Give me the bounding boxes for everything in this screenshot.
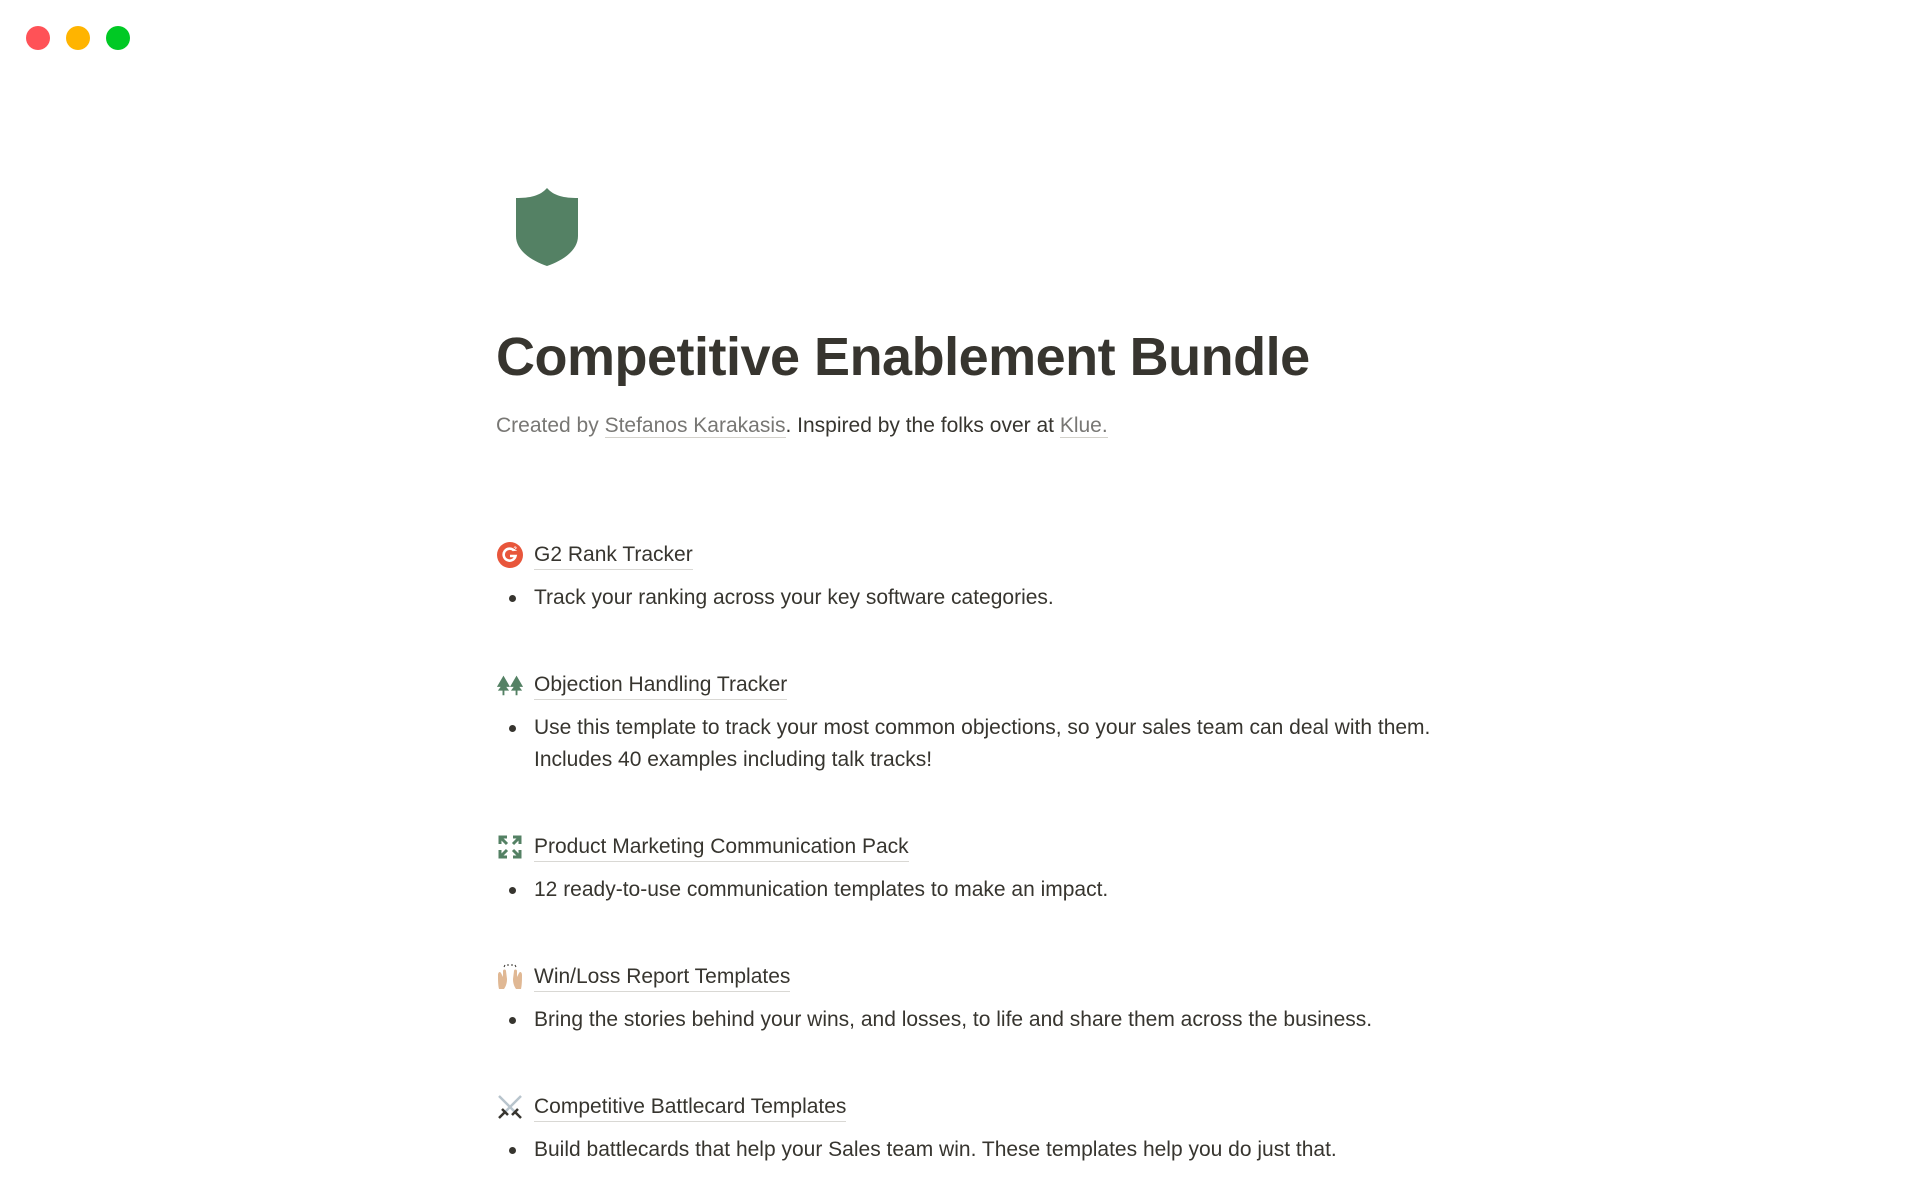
link-objection-handling-tracker[interactable]: Objection Handling Tracker [534, 671, 787, 700]
link-competitive-battlecard-templates[interactable]: Competitive Battlecard Templates [534, 1093, 846, 1122]
crossed-swords-icon [496, 1093, 524, 1121]
bullet-text: Bring the stories behind your wins, and losses, to life and share them across the business. [534, 1008, 1373, 1031]
section-g2-rank-tracker [496, 538, 1436, 614]
subtitle-prefix: Created by [496, 414, 605, 437]
svg-text:2: 2 [513, 547, 517, 553]
page-subtitle [496, 414, 1108, 438]
maximize-window-button[interactable] [106, 26, 130, 50]
window-controls [26, 26, 130, 50]
link-product-marketing-communication-pack[interactable]: Product Marketing Communication Pack [534, 833, 909, 862]
list-item [496, 712, 1436, 776]
trees-icon [496, 671, 524, 699]
section-product-marketing-communication-pack [496, 830, 1436, 906]
section-competitive-battlecard-templates [496, 1090, 1436, 1166]
bullet-icon [496, 582, 534, 614]
bullet-icon [496, 874, 534, 906]
link-g2-rank-tracker[interactable]: G2 Rank Tracker [534, 541, 693, 570]
author-link[interactable]: Stefanos Karakasis [604, 414, 786, 437]
expand-arrows-icon [496, 833, 524, 861]
g2-logo-icon [496, 541, 524, 569]
page-title: Competitive Enablement Bundle [496, 327, 1310, 387]
section-objection-handling-tracker [496, 668, 1436, 776]
shield-icon[interactable] [512, 184, 582, 268]
bullet-text: Build battlecards that help your Sales team win. These templates help you do just that. [534, 1138, 1337, 1161]
minimize-window-button[interactable] [66, 26, 90, 50]
list-item [496, 582, 1436, 614]
subtitle-middle: . Inspired by the folks over at [785, 414, 1060, 437]
bullet-text: Track your ranking across your key software categories. [534, 586, 1054, 609]
list-item [496, 1004, 1436, 1036]
bullet-icon [496, 712, 534, 776]
close-window-button[interactable] [26, 26, 50, 50]
bullet-icon [496, 1134, 534, 1166]
list-item [496, 1134, 1436, 1166]
list-item [496, 874, 1436, 906]
raised-hands-icon [496, 963, 524, 991]
bullet-text: 12 ready-to-use communication templates to make an impact. [534, 878, 1109, 901]
source-link[interactable]: Klue. [1059, 414, 1108, 437]
link-win-loss-report-templates[interactable]: Win/Loss Report Templates [534, 963, 790, 992]
bullet-text: Use this template to track your most common objections, so your sales team can deal with them. Includes 40 examples including talk tracks! [534, 716, 1431, 771]
section-win-loss-report-templates [496, 960, 1436, 1036]
bullet-icon [496, 1004, 534, 1036]
